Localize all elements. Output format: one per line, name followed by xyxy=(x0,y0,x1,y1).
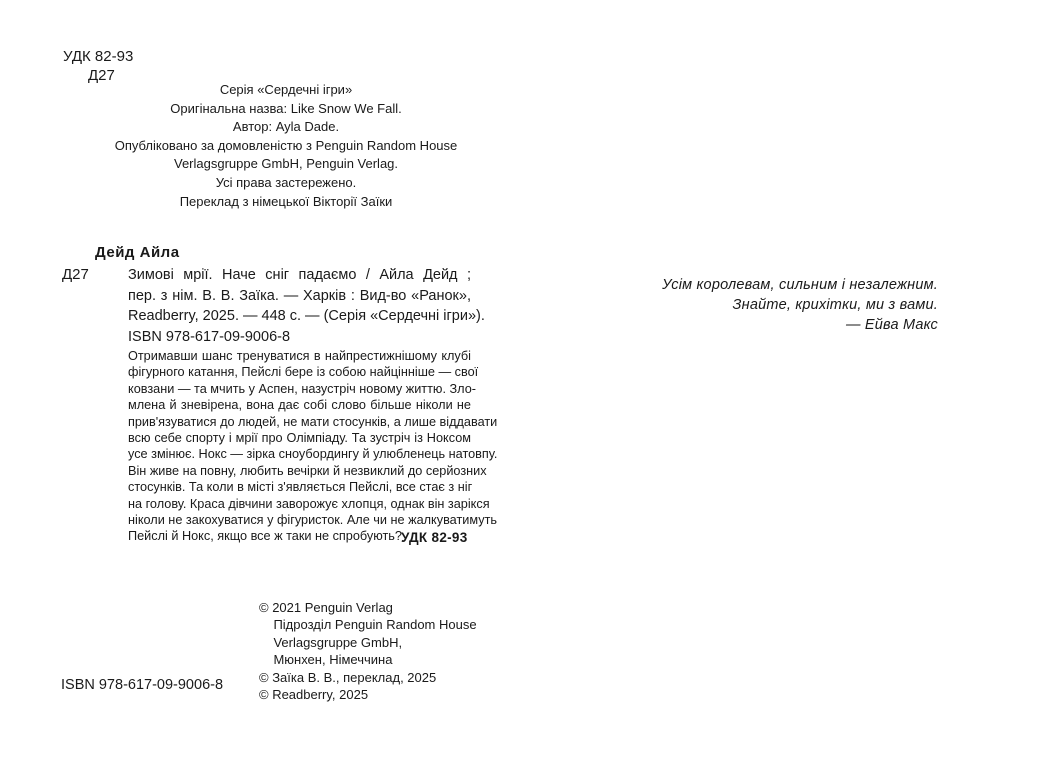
copyright-line: © 2021 Penguin Verlag xyxy=(259,600,393,615)
annotation-line: млена й зневірена, вона дає собі слово більше ніколи не xyxy=(128,398,471,413)
author-line: Автор: Ayla Dade. xyxy=(232,119,340,135)
description-line: Зимові мрії. Наче сніг падаємо / Айла Дейд ; xyxy=(128,267,471,283)
author-heading: Дейд Айла xyxy=(95,244,180,261)
copyright-block xyxy=(259,599,477,703)
annotation-line: Отримавши шанс тренуватися в найпрестижнішому клубі xyxy=(128,349,471,363)
rights-line: Усі права застережено. xyxy=(215,174,357,190)
translator-line: Переклад з німецької Вікторії Заїки xyxy=(179,193,393,209)
annotation-line: Пейслі й Нокс, якщо все ж таки не спробують? xyxy=(128,529,402,544)
bibliographic-description xyxy=(128,265,485,327)
annotation-line: всю себе спорту і мрії про Олімпіаду. Та зустріч із Ноксом xyxy=(128,431,471,446)
dedication-line: Усім королевам, сильним і незалежним. xyxy=(662,277,938,293)
copyright-line: © Заїка В. В., переклад, 2025 xyxy=(259,669,437,685)
annotation-line: ковзани — та мчить у Аспен, назустріч новому життю. Зло- xyxy=(128,381,476,396)
dedication-line: Знайте, крихітки, ми з вами. xyxy=(732,297,938,313)
annotation-line: фігурного катання, Пейслі бере із собою найцінніше — свої xyxy=(128,365,479,380)
publication-agreement-line: Verlagsgruppe GmbH, Penguin Verlag. xyxy=(173,156,399,172)
copyright-line: Мюнхен, Німеччина xyxy=(259,652,393,668)
isbn-bottom: ISBN 978-617-09-9006-8 xyxy=(61,677,224,693)
annotation xyxy=(128,348,498,545)
annotation-line: стосунків. Та коли в місті з'являється Пейслі, все стає з ніг xyxy=(128,480,473,495)
udk-code: УДК 82-93 xyxy=(63,48,134,65)
annotation-line: прив'язуватися до людей, не мати стосунків, а лише віддавати xyxy=(128,414,498,429)
publication-agreement-line: Опубліковано за домовленістю з Penguin Random House xyxy=(114,137,458,153)
author-mark: Д27 xyxy=(88,67,115,84)
isbn: ISBN 978-617-09-9006-8 xyxy=(128,329,291,345)
series-info xyxy=(60,81,512,211)
description-line: пер. з нім. В. В. Заїка. — Харків : Вид-во «Ранок», xyxy=(128,287,471,304)
annotation-line: Він живе на повну, любить вечірки й незвиклий до серйозних xyxy=(128,463,487,478)
annotation-line: усе змінює. Нокс — зірка сноубордингу й улюбленець натовпу. xyxy=(128,447,498,462)
dedication xyxy=(560,275,938,335)
annotation-line: на голову. Краса дівчини заворожує хлопця, однак він зарікся xyxy=(128,496,490,511)
copyright-line: Підрозділ Penguin Random House xyxy=(259,617,477,633)
author-mark: Д27 xyxy=(62,266,89,283)
description-line: Readberry, 2025. — 448 с. — (Серія «Сердечні ігри»). xyxy=(128,308,485,324)
series-line: Серія «Сердечні ігри» xyxy=(219,82,353,97)
udk-code-bottom: УДК 82-93 xyxy=(401,530,468,545)
dedication-signature: — Ейва Макс xyxy=(845,317,938,333)
copyright-line: © Readberry, 2025 xyxy=(259,687,369,703)
original-title-line: Оригінальна назва: Like Snow We Fall. xyxy=(170,100,402,116)
annotation-line: ніколи не закохуватися у фігуристок. Але чи не жалкуватимуть xyxy=(128,513,497,528)
copyright-line: Verlagsgruppe GmbH, xyxy=(259,634,403,650)
